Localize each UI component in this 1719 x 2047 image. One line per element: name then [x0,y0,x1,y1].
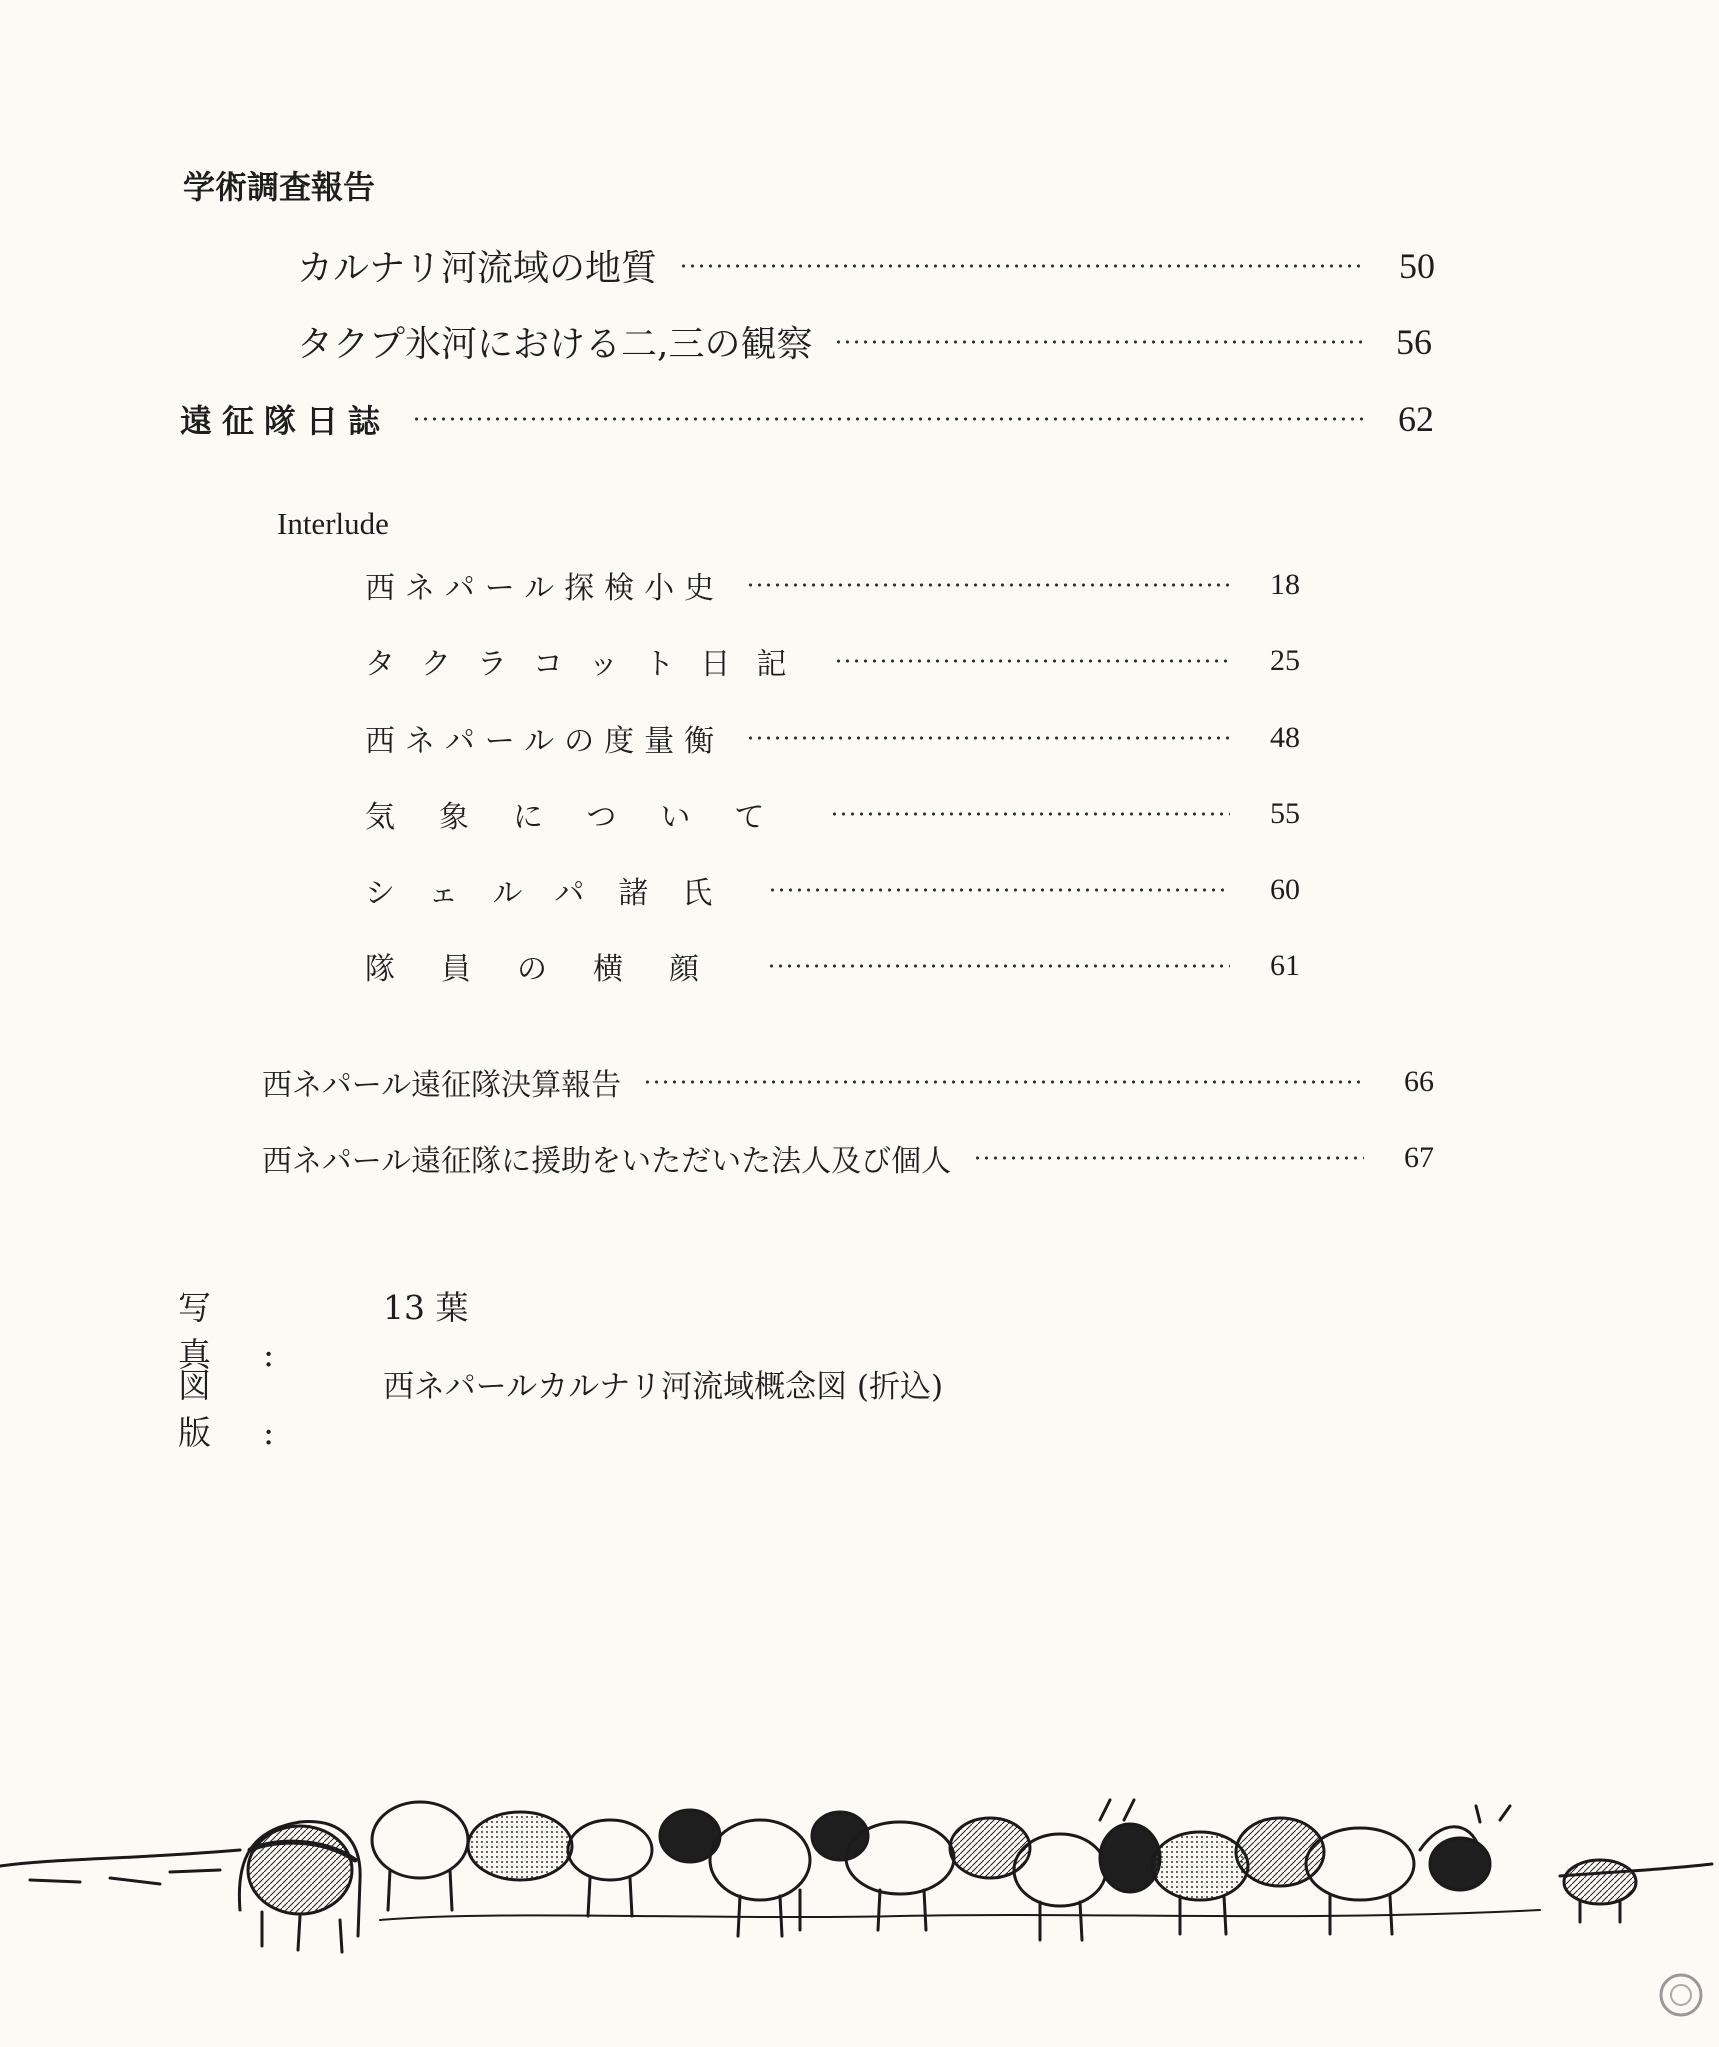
toc-entry-page: 60 [1270,873,1300,906]
toc-entry[interactable] [297,240,1435,291]
toc-entry[interactable] [297,316,1432,367]
toc-entry-title: タクラコット日記 [365,647,813,682]
toc-entry-title: タクプ氷河における二,三の観察 [297,324,813,365]
dot-leader [643,1079,1364,1085]
section-heading-expedition-diary: 遠征隊日誌 [180,402,391,440]
dot-leader [834,658,1230,664]
toc-entry-page: 50 [1399,245,1435,286]
toc-entry-title: 西ネパール遠征隊決算報告 [262,1068,622,1103]
dot-leader [973,1155,1364,1161]
toc-entry-title: カルナリ河流域の地質 [297,248,658,289]
toc-entry-page: 61 [1270,949,1300,982]
section-heading-academic-report: 学術調査報告 [183,168,376,206]
interlude-label: Interlude [277,506,389,541]
herd-illustration [0,1740,1719,1980]
toc-entry-title: 隊員の横顔 [365,952,745,987]
dot-leader [679,263,1365,269]
dot-leader [412,416,1364,422]
toc-entry[interactable] [365,563,1300,607]
toc-entry-page: 18 [1270,568,1300,601]
toc-entry-page: 66 [1404,1065,1434,1098]
plates-label: 図版: [178,1366,327,1452]
toc-entry-title: 西ネパールの度量衡 [365,724,725,759]
toc-entry[interactable] [365,792,1300,836]
dot-leader [746,582,1230,588]
photos-count: 13 葉 [383,1288,469,1327]
photos-label: 写真: [178,1288,327,1374]
toc-entry-page: 56 [1396,321,1432,362]
plates-line [178,1360,943,1454]
toc-entry-title: シェルパ諸氏 [365,876,747,911]
toc-entry[interactable] [365,868,1300,912]
dot-leader [830,811,1230,817]
dot-leader [768,887,1230,893]
plates-description: 西ネパールカルナリ河流域概念図 (折込) [383,1369,944,1405]
toc-entry[interactable] [262,1060,1434,1104]
toc-entry-expedition-diary[interactable] [180,396,1434,442]
toc-entry-page: 67 [1404,1141,1434,1174]
dot-leader [767,963,1230,969]
dot-leader [746,735,1230,741]
dot-leader [834,339,1362,345]
toc-entry-page: 48 [1270,721,1300,754]
toc-entry[interactable] [365,716,1300,760]
library-stamp-icon [1658,1972,1704,2018]
toc-entry-page: 55 [1270,797,1300,830]
toc-entry-title: 西ネパール探検小史 [365,571,725,606]
toc-entry-title: 西ネパール遠征隊に援助をいただいた法人及び個人 [262,1144,952,1179]
toc-entry[interactable] [262,1136,1434,1180]
toc-entry-title: 気象について [365,800,809,835]
toc-entry[interactable] [365,639,1300,683]
toc-entry-page: 62 [1398,399,1434,439]
toc-entry-page: 25 [1270,644,1300,677]
toc-entry[interactable] [365,944,1300,988]
